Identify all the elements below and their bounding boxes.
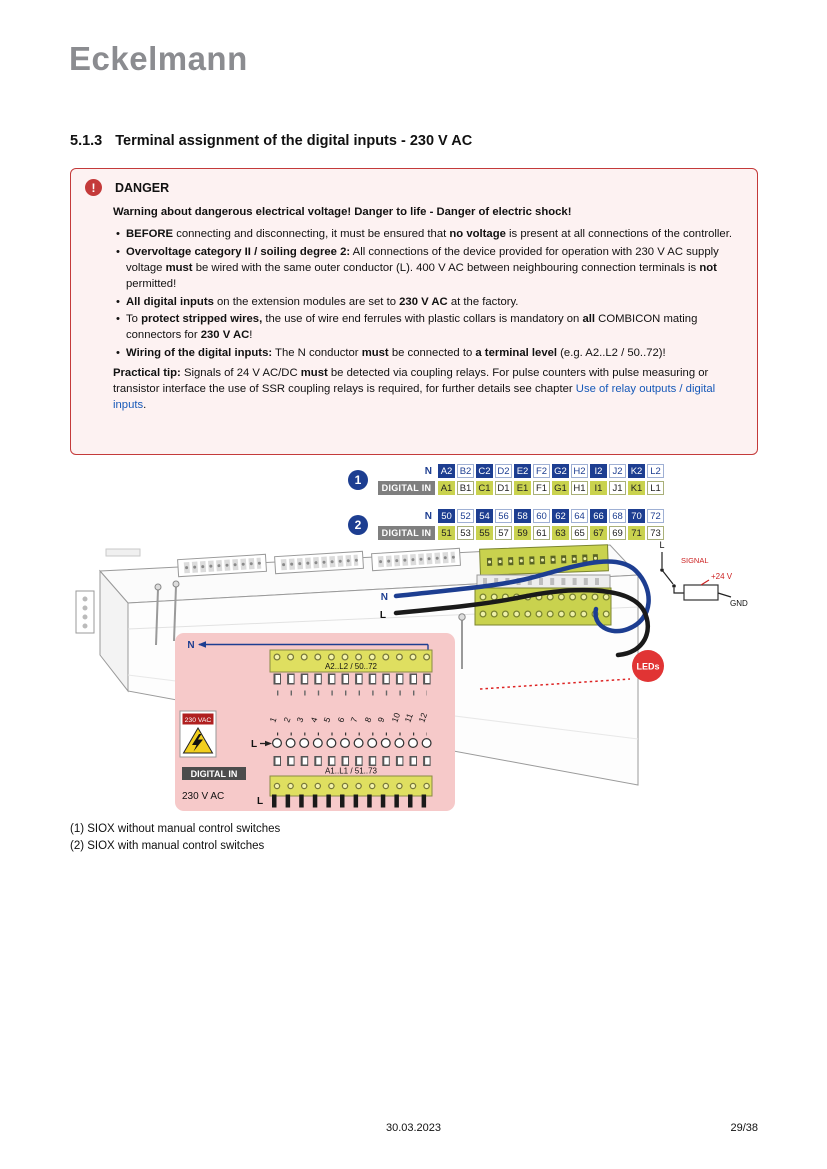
- danger-bullet: • All digital inputs on the extension modules are set to 230 V AC at the factory.: [113, 295, 745, 311]
- terminal-cell: 73: [647, 526, 664, 540]
- figure-caption: (2) SIOX with manual control switches: [70, 840, 265, 852]
- section-title: Terminal assignment of the digital inputs - 230 V AC: [115, 133, 473, 149]
- terminal-cell: 68: [609, 509, 626, 523]
- terminal-cell: 55: [476, 526, 493, 540]
- terminal-cell: 59: [514, 526, 531, 540]
- terminal-map-siox-1: [348, 464, 664, 495]
- terminal-cell: 63: [552, 526, 569, 540]
- relay-outputs-chapter-link[interactable]: Use of relay outputs / digital inputs: [113, 383, 716, 412]
- terminal-map-siox-2: [348, 509, 664, 540]
- terminal-cell: G1: [552, 481, 569, 495]
- terminal-cell: 51: [438, 526, 455, 540]
- digital-in-terminal-row-1: [378, 481, 664, 495]
- terminal-cell: 54: [476, 509, 493, 523]
- terminal-cell: E1: [514, 481, 531, 495]
- inset-voltage-label: 230 V AC: [182, 791, 225, 802]
- terminal-cell: 50: [438, 509, 455, 523]
- terminal-cell: A1: [438, 481, 455, 495]
- terminal-cell: F1: [533, 481, 550, 495]
- digital-in-row-label: DIGITAL IN: [378, 526, 435, 540]
- terminal-cell: 53: [457, 526, 474, 540]
- svg-text:1: 1: [267, 715, 279, 724]
- n-terminal-row-1: [378, 464, 664, 478]
- voltage-warning-sign: [180, 711, 216, 757]
- svg-text:9: 9: [375, 715, 387, 724]
- plus-24v-label: +24 V: [711, 572, 733, 581]
- danger-bullet-list: [113, 227, 745, 362]
- leds-label: LEDs: [636, 661, 660, 672]
- gnd-label: GND: [730, 599, 748, 608]
- inset-n-label: N: [187, 640, 195, 651]
- section-number: 5.1.3: [70, 133, 103, 149]
- terminal-cell: F2: [533, 464, 550, 478]
- signal-l-label: L: [659, 540, 665, 550]
- danger-icon: !: [85, 179, 102, 196]
- inset-digital-in-label: DIGITAL IN: [190, 769, 238, 779]
- svg-text:3: 3: [294, 715, 306, 724]
- relay-coil-box: [684, 585, 718, 600]
- terminal-cell: D2: [495, 464, 512, 478]
- inset-l2-label: L: [256, 796, 264, 807]
- terminal-cell: A2: [438, 464, 455, 478]
- terminal-cell: K1: [628, 481, 645, 495]
- terminal-cell: 67: [590, 526, 607, 540]
- danger-bullet: • Wiring of the digital inputs: The N conductor must be connected to a terminal level (e.g. A2..L2 / 50..72)!: [113, 346, 745, 362]
- n-terminal-row-2: [378, 509, 664, 523]
- l-wire-label: L: [379, 610, 386, 621]
- terminal-cell: 66: [590, 509, 607, 523]
- terminal-cell: 57: [495, 526, 512, 540]
- terminal-cell: 64: [571, 509, 588, 523]
- terminal-cell: E2: [514, 464, 531, 478]
- svg-text:10: 10: [389, 711, 403, 724]
- terminal-cell: H1: [571, 481, 588, 495]
- terminal-cell: C1: [476, 481, 493, 495]
- svg-text:11: 11: [402, 711, 415, 724]
- eckelmann-logo: Eckelmann: [69, 40, 248, 77]
- terminal-cell: 69: [609, 526, 626, 540]
- n-terminal-cells-1: [438, 464, 664, 478]
- danger-header: [85, 179, 745, 196]
- digital-in-terminal-cells-2: [438, 526, 664, 540]
- svg-text:8: 8: [362, 715, 374, 724]
- terminal-cell: B2: [457, 464, 474, 478]
- footer-page-number: 29/38: [730, 1122, 758, 1134]
- terminal-cell: I2: [590, 464, 607, 478]
- svg-text:4: 4: [308, 715, 320, 724]
- footer-date: 30.03.2023: [385, 1122, 442, 1134]
- terminal-cell: J1: [609, 481, 626, 495]
- terminal-cell: 60: [533, 509, 550, 523]
- n-wire-label: N: [380, 592, 388, 603]
- terminal-cell: 52: [457, 509, 474, 523]
- terminal-cell: L2: [647, 464, 664, 478]
- practical-tip: [113, 366, 745, 414]
- practical-tip-text: Practical tip: Signals of 24 V AC/DC must be detected via coupling relays. For pulse counters with pulse measuring or transistor interface the use of SSR coupling relays is required, for further details see chapter: [113, 367, 709, 396]
- n-row-label: N: [424, 465, 432, 477]
- terminal-cell: C2: [476, 464, 493, 478]
- danger-warning-box: [70, 168, 758, 455]
- terminal-cell: 71: [628, 526, 645, 540]
- callout-1-badge: 1: [348, 470, 368, 490]
- svg-text:7: 7: [348, 715, 360, 724]
- danger-title: DANGER: [115, 180, 170, 195]
- terminal-cell: 72: [647, 509, 664, 523]
- terminal-cell: 70: [628, 509, 645, 523]
- terminal-cell: 56: [495, 509, 512, 523]
- digital-in-terminal-row-2: [378, 526, 664, 540]
- figure-caption: (1) SIOX without manual control switches: [70, 823, 281, 835]
- practical-tip-suffix: .: [143, 399, 147, 412]
- signal-circuit: [659, 540, 748, 608]
- wiring-detail-inset: [175, 633, 455, 811]
- terminal-cell: J2: [609, 464, 626, 478]
- terminal-cell: 61: [533, 526, 550, 540]
- svg-text:6: 6: [335, 715, 347, 724]
- svg-text:2: 2: [281, 715, 293, 724]
- svg-text:5: 5: [321, 715, 333, 724]
- terminal-cell: L1: [647, 481, 664, 495]
- svg-text:12: 12: [416, 711, 430, 724]
- warning-voltage-label: 230 VAC: [184, 717, 212, 724]
- inset-strip-top-label: A2..L2 / 50..72: [324, 662, 378, 671]
- digital-in-terminal-cells-1: [438, 481, 664, 495]
- terminal-cell: B1: [457, 481, 474, 495]
- danger-headline: Warning about dangerous electrical voltage! Danger to life - Danger of electric shock!: [113, 206, 572, 218]
- danger-bullet: • Overvoltage category II / soiling degree 2: All connections of the device provided for operation with 230 V AC supply voltage must be wired with the same outer conductor (L). 400 V AC between neighbouring connection terminals is not permitted!: [113, 245, 745, 293]
- figure-captions: [70, 821, 280, 855]
- terminal-cell: I1: [590, 481, 607, 495]
- callout-2-badge: 2: [348, 515, 368, 535]
- inset-strip-bottom-label: A1..L1 / 51..73: [324, 766, 378, 776]
- signal-label: SIGNAL: [681, 556, 709, 565]
- terminal-cell: K2: [628, 464, 645, 478]
- terminal-cell: H2: [571, 464, 588, 478]
- n-row-label: N: [424, 510, 432, 522]
- terminal-cell: D1: [495, 481, 512, 495]
- siox-device-illustration: [70, 533, 760, 823]
- terminal-cell: G2: [552, 464, 569, 478]
- inset-l-label: L: [250, 739, 258, 750]
- digital-in-row-label: DIGITAL IN: [378, 481, 435, 495]
- n-terminal-cells-2: [438, 509, 664, 523]
- danger-bullet: • To protect stripped wires, the use of wire end ferrules with plastic collars is mandatory on all COMBICON mating connectors for 230 V AC!: [113, 312, 745, 344]
- terminal-cell: 65: [571, 526, 588, 540]
- terminal-cell: 58: [514, 509, 531, 523]
- terminal-cell: 62: [552, 509, 569, 523]
- section-heading: [70, 133, 472, 149]
- danger-bullet: • BEFORE connecting and disconnecting, it must be ensured that no voltage is present at all connections of the controller.: [113, 227, 745, 243]
